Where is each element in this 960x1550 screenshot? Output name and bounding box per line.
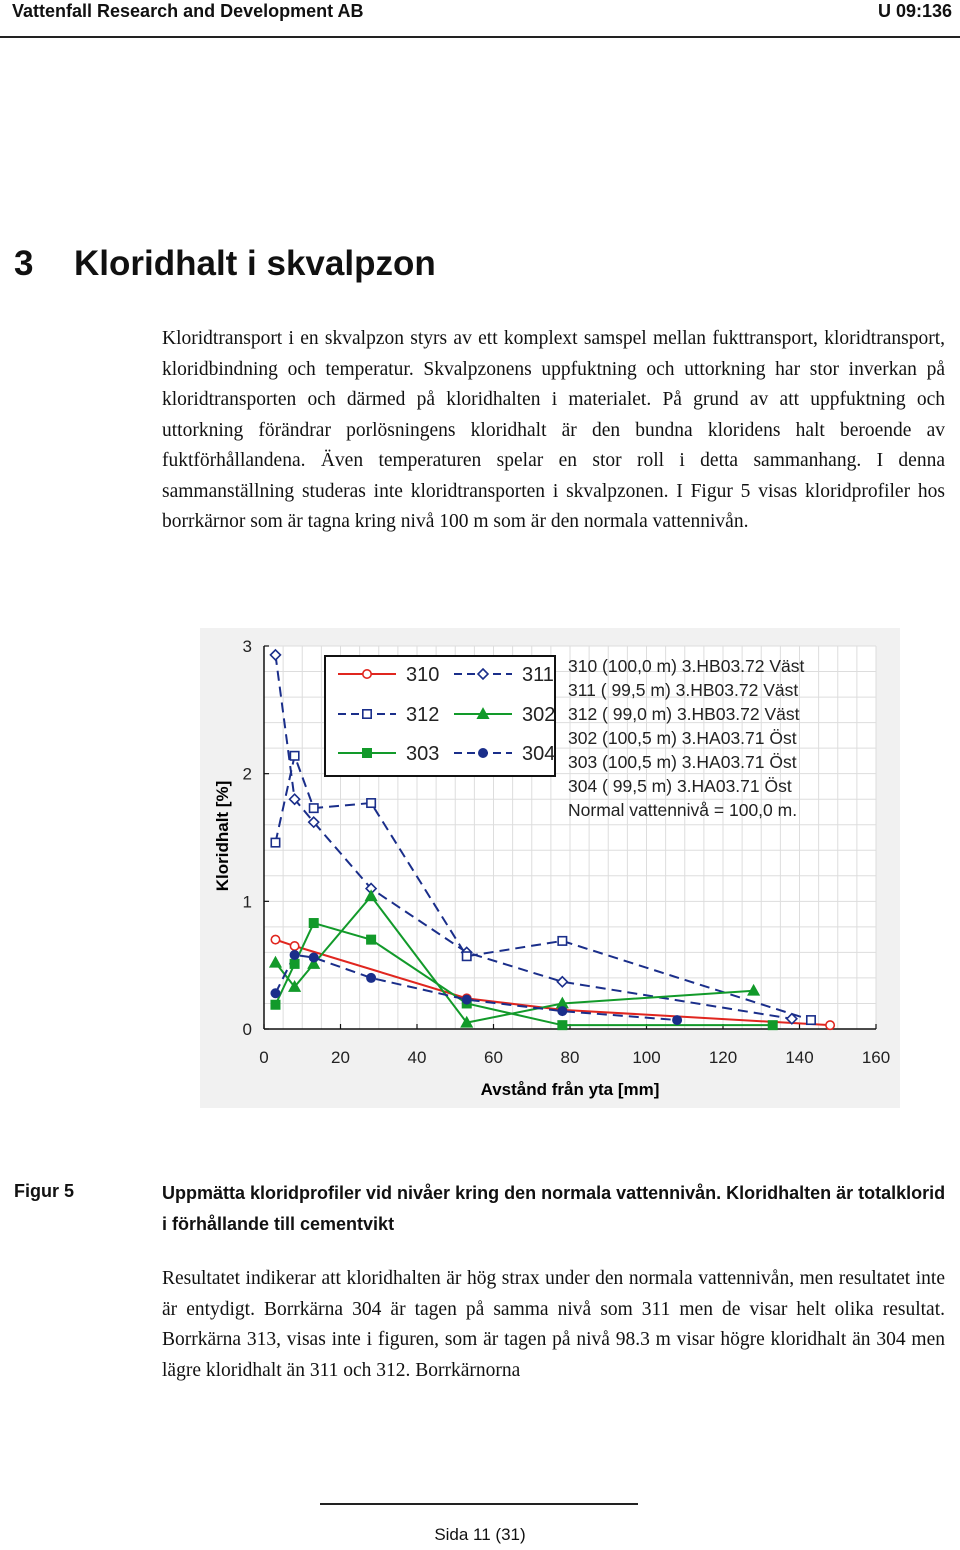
data-point-312 [807, 1016, 815, 1024]
y-tick-label: 2 [242, 764, 252, 784]
data-point-310 [271, 935, 279, 943]
legend-marker-303 [363, 749, 371, 757]
data-point-303 [367, 935, 375, 943]
legend-label-304: 304 [522, 743, 556, 765]
legend-label-302: 302 [522, 704, 556, 726]
data-point-312 [367, 799, 375, 807]
core-info-line: 312 ( 99,0 m) 3.HB03.72 Väst [568, 704, 800, 724]
data-point-303 [769, 1021, 777, 1029]
legend-label-311: 311 [522, 664, 554, 686]
body-paragraph: Resultatet indikerar att kloridhalten är hög strax under den normala vattennivån, men resultatet inte är entydigt. Borrkärna 304 är tagen på samma nivå som 311 men de visar helt olika resultat. Borrkärna 313, visas inte i figuren, som är tagen på nivå 98.3 m visar högre kloridhalt än 304 men lägre kloridhalt än 311 och 312. Borrkärnorna [162, 1268, 945, 1381]
legend-marker-304 [479, 749, 487, 757]
x-tick-label: 20 [331, 1048, 350, 1067]
data-point-304 [463, 995, 471, 1003]
legend-marker-312 [363, 710, 371, 718]
core-info [568, 656, 805, 820]
y-tick-label: 3 [242, 637, 252, 656]
core-info-line: Normal vattennivå = 100,0 m. [568, 800, 798, 820]
data-point-312 [271, 838, 279, 846]
x-tick-label: 80 [560, 1048, 580, 1067]
data-point-303 [271, 1001, 279, 1009]
core-info-line: 310 (100,0 m) 3.HB03.72 Väst [568, 656, 805, 676]
data-point-304 [558, 1007, 566, 1015]
y-tick-label: 1 [242, 892, 252, 912]
x-tick-label: 100 [632, 1048, 661, 1067]
body-paragraph: Kloridtransport i en skvalpzon styrs av ett komplext samspel mellan fukttransport, kloridtransport, kloridbindning och temperatur. Skvalpzonens uppfuktning och uttorkning har stor inverkan på kloridtransporten och därmed på kloridhalten i materialet. På grund av att uppfuktning och uttorkning förändrar porlösningens kloridhalt är den bundna kloridens halt beroende av fuktförhållandena. Även temperaturen spelar en stor roll i detta sammanhang. I denna sammanställning studeras inte kloridtransporten i skvalpzonen. I Figur 5 visas kloridprofiler hos borrkärnor som är tagna kring nivå 100 m som är den normala vattennivån. [162, 328, 945, 532]
header-report-number: U 09:136 [877, 1, 952, 21]
page-number: Sida 11 (31) [434, 1525, 526, 1544]
y-axis-label: Kloridhalt [%] [213, 780, 232, 892]
data-point-304 [310, 953, 318, 961]
x-axis-label: Avstånd från yta [mm] [480, 1080, 660, 1099]
data-point-304 [367, 974, 375, 982]
core-info-line: 304 ( 99,5 m) 3.HA03.71 Öst [568, 776, 792, 796]
page-header [0, 0, 960, 38]
data-point-304 [673, 1016, 681, 1024]
chloride-profile-chart [200, 628, 900, 1108]
legend-label-303: 303 [406, 743, 440, 765]
core-info-line: 311 ( 99,5 m) 3.HB03.72 Väst [568, 680, 799, 700]
legend-label-312: 312 [406, 704, 440, 726]
x-tick-label: 60 [484, 1048, 503, 1067]
data-point-303 [290, 960, 298, 968]
header-organization: Vattenfall Research and Development AB [12, 1, 364, 21]
data-point-304 [271, 989, 279, 997]
data-point-310 [290, 942, 298, 950]
legend-label-310: 310 [406, 664, 440, 686]
section-title: Kloridhalt i skvalpzon [74, 244, 436, 283]
core-info-line: 303 (100,5 m) 3.HA03.71 Öst [568, 752, 797, 772]
x-tick-label: 0 [259, 1048, 269, 1067]
data-point-312 [558, 937, 566, 945]
figure-caption: Uppmätta kloridprofiler vid nivåer kring den normala vattennivån. Kloridhalten är totalklorid i förhållande till cementvikt [162, 1183, 946, 1234]
legend [325, 656, 555, 776]
x-tick-label: 120 [708, 1048, 738, 1067]
y-tick-label: 0 [242, 1020, 252, 1039]
x-tick-label: 140 [785, 1048, 814, 1067]
data-point-304 [290, 951, 298, 959]
x-tick-label: 160 [861, 1048, 891, 1067]
data-point-312 [290, 752, 298, 760]
data-point-303 [558, 1021, 566, 1029]
core-info-line: 302 (100,5 m) 3.HA03.71 Öst [568, 728, 797, 748]
data-point-312 [463, 952, 471, 960]
data-point-310 [826, 1021, 834, 1029]
figure-label: Figur 5 [14, 1181, 75, 1201]
data-point-303 [310, 919, 318, 927]
section-heading [14, 244, 436, 284]
data-point-312 [310, 804, 318, 812]
legend-marker-310 [363, 670, 371, 678]
footer-rule [320, 1503, 638, 1505]
section-number: 3 [14, 244, 34, 283]
x-tick-label: 40 [407, 1048, 427, 1067]
